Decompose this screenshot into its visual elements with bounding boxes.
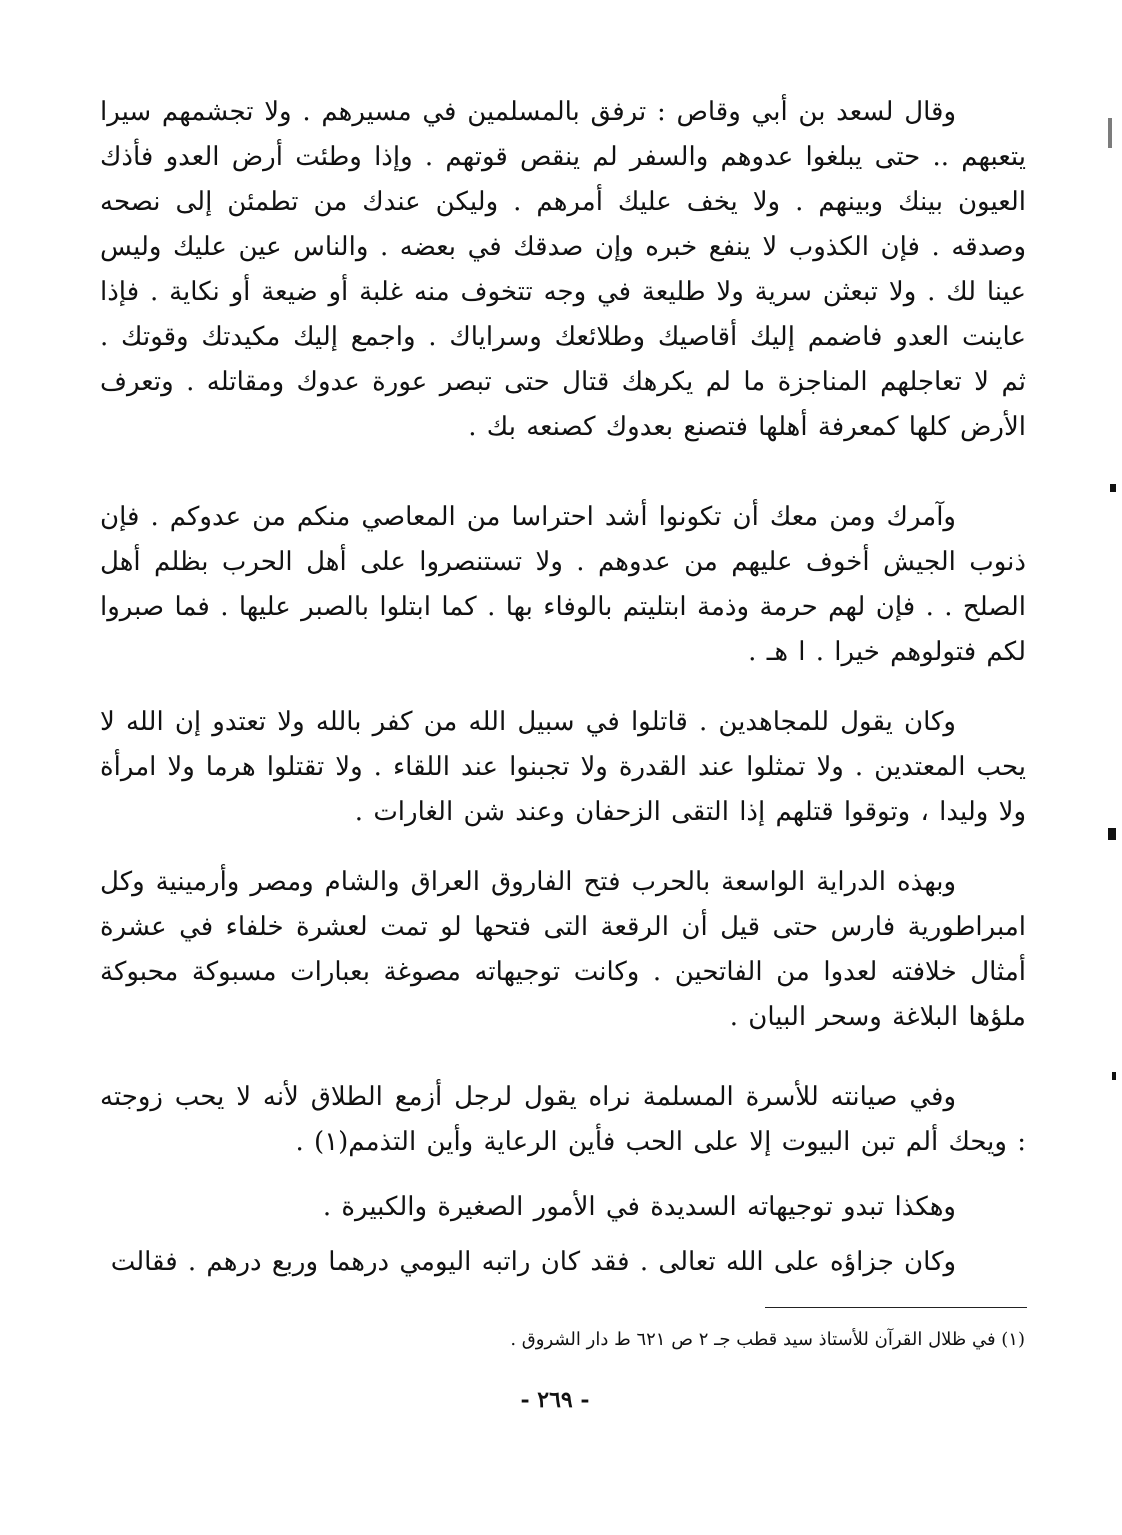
paragraph-text: وآمرك ومن معك أن تكونوا أشد احتراسا من المعاصي منكم من عدوكم . فإن ذنوب الجيش أخوف عليهم من عدوهم . ولا تستنصروا على أهل الحرب بظلم أهل الصلح . . فإن لهم حرمة وذمة ابتليتم بالوفاء بها . كما ابتلوا بالصبر عليها . فما صبروا لكم فتولوهم خيرا . ا هـ . bbox=[100, 502, 1026, 667]
paragraph-mujahideen bbox=[100, 700, 1026, 835]
paragraph-text: وكان جزاؤه على الله تعالى . فقد كان راتبه اليومي درهما وربع درهم . فقالت bbox=[110, 1247, 956, 1277]
paragraph-salary bbox=[100, 1240, 1026, 1285]
footnote: (١) في ظلال القرآن للأستاذ سيد قطب جـ ٢ ص ٦٢١ ط دار الشروق . bbox=[510, 1329, 1025, 1350]
paragraph-army-sins bbox=[100, 495, 1026, 675]
paragraph-text: وفي صيانته للأسرة المسلمة نراه يقول لرجل أزمع الطلاق لأنه لا يحب زوجته : ويحك ألم تبن البيوت إلا على الحب فأين الرعاية وأين التذمم(١) . bbox=[100, 1082, 1026, 1157]
paragraph-saad-advice bbox=[100, 90, 1026, 450]
scan-edge-mark bbox=[1112, 1072, 1116, 1080]
paragraph-family bbox=[100, 1075, 1026, 1165]
paragraph-conquests bbox=[100, 860, 1026, 1040]
page-number: - ٢٦٩ - bbox=[520, 1387, 590, 1413]
scan-edge-mark bbox=[1108, 118, 1112, 148]
footnote-divider bbox=[765, 1307, 1027, 1308]
paragraph-text: وهكذا تبدو توجيهاته السديدة في الأمور الصغيرة والكبيرة . bbox=[322, 1192, 956, 1222]
scan-edge-mark bbox=[1110, 484, 1116, 492]
paragraph-text: وبهذه الدراية الواسعة بالحرب فتح الفاروق العراق والشام ومصر وأرمينية وكل امبراطورية فارس حتى قيل أن الرقعة التى فتحها لو تمت لعشرة خلفاء في عشرة أمثال خلافته لعدوا من الفاتحين . وكانت توجيهاته مصوغة بعبارات مسبوكة محبوكة ملؤها البلاغة وسحر البيان . bbox=[100, 867, 1026, 1032]
paragraph-text: وكان يقول للمجاهدين . قاتلوا في سبيل الله من كفر بالله ولا تعتدو إن الله لا يحب المعتدين . ولا تمثلوا عند القدرة ولا تجبنوا عند اللقاء . ولا تقتلوا هرما ولا امرأة ولا وليدا ، وتوقوا قتلهم إذا التقى الزحفان وعند شن الغارات . bbox=[100, 707, 1026, 827]
paragraph-guidance bbox=[100, 1185, 1026, 1230]
paragraph-text: وقال لسعد بن أبي وقاص : ترفق بالمسلمين في مسيرهم . ولا تجشمهم سيرا يتعبهم .. حتى يبلغوا عدوهم والسفر لم ينقص قوتهم . وإذا وطئت أرض العدو فأذك العيون بينك وبينهم . ولا يخف عليك أمرهم . وليكن عندك من تطمئن إلى نصحه وصدقه . فإن الكذوب لا ينفع خبره وإن صدقك في بعضه . والناس عين عليك وليس عينا لك . ولا تبعثن سرية ولا طليعة في وجه تتخوف منه غلبة أو ضيعة أو نكاية . فإذا عاينت العدو فاضمم إليك أقاصيك وطلائعك وسراياك . واجمع إليك مكيدتك وقوتك . ثم لا تعاجلهم المناجزة ما لم يكرهك قتال حتى تبصر عورة عدوك ومقاتله . وتعرف الأرض كلها كمعرفة أهلها فتصنع بعدوك كصنعه بك . bbox=[100, 97, 1026, 442]
scan-edge-mark bbox=[1108, 828, 1116, 840]
